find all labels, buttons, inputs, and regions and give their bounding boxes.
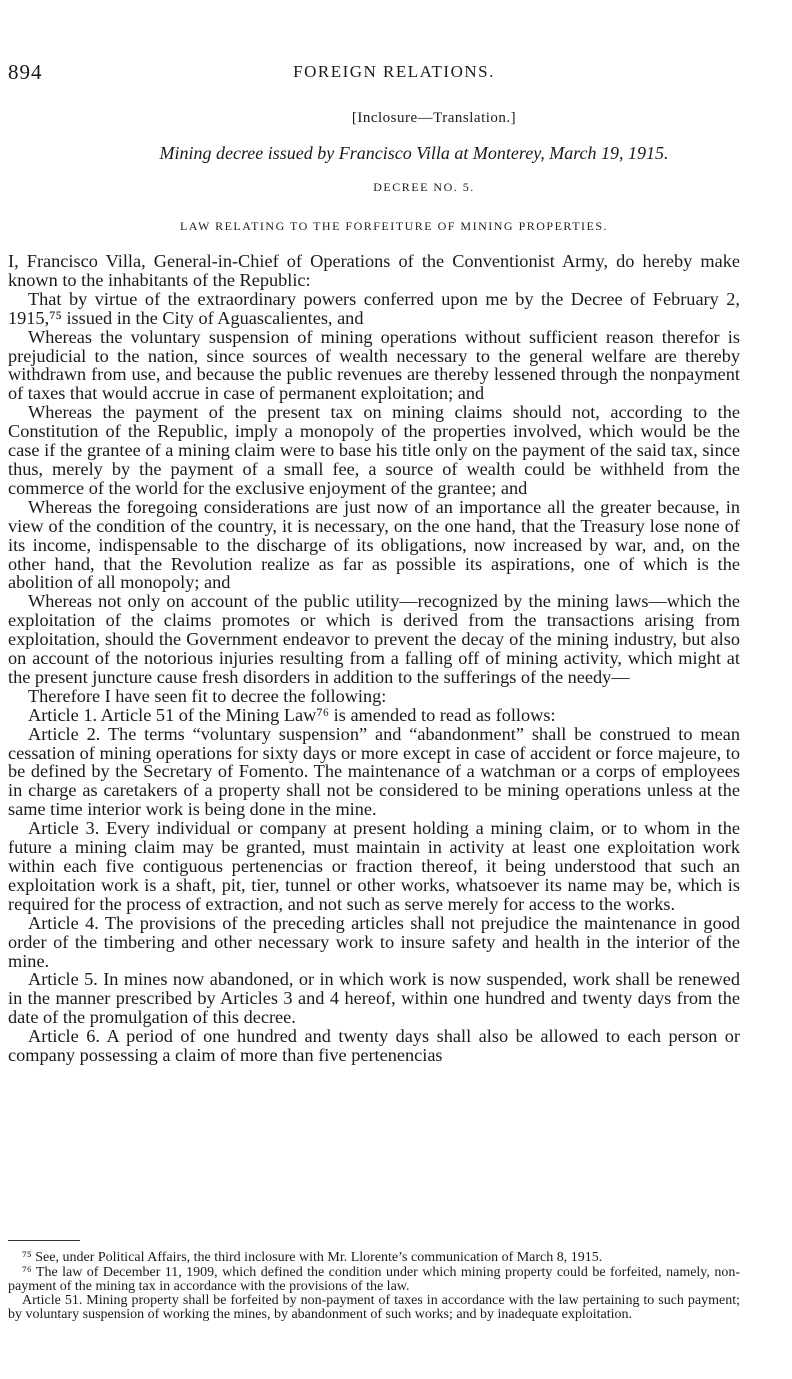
footnote-76: ⁷⁶ The law of December 11, 1909, which defined the condition under which mining property could be forfeited, namely, non-payment of the mining tax in accordance with the provisions of the law. [8,1264,740,1294]
page-header [8,60,740,90]
decree-number: DECREE NO. 5. [373,180,475,194]
law-title: LAW RELATING TO THE FORFEITURE OF MINING PROPERTIES. [179,219,609,233]
paragraph: Article 4. The provisions of the preceding articles shall not prejudice the maintenance in good order of the timbering and other necessary work to insure safety and health in the interior of the mine. [8,912,740,971]
inclosure-note: [Inclosure—Translation.] [351,110,517,126]
paragraph: I, Francisco Villa, General-in-Chief of Operations of the Conventionist Army, do hereby make known to the inhabitants of the Republic: [8,251,740,290]
paragraph: Whereas the foregoing considerations are just now of an importance all the greater because, in view of the condition of the country, it is necessary, on the one hand, that the Treasury lose none of its income, indispensable to the discharge of its obligations, now increased by war, and, on the other hand, that the Revolution realize as far as possible its aspirations, one of which is the abolition of all monopoly; and [8,496,740,593]
footnote-article-51: Article 51. Mining property shall be forfeited by non-payment of taxes in accordance with the law pertaining to such payment; by voluntary suspension of working the mines, by abandonment of such works; and by inadequate exploitation. [8,1293,740,1323]
paragraph: Article 3. Every individual or company at present holding a mining claim, or to whom in the future a mining claim may be granted, must maintain in activity at least one exploitation work within each five contiguous pertenencias or fraction thereof, it being understood that such an exploitation work is a shaft, pit, tier, tunnel or other works, whatsoever its name may be, which is required for the process of extraction, and not such as serve merely for access to the works. [8,818,740,914]
paragraph: Therefore I have seen fit to decree the following: [28,685,387,706]
document-page [8,60,740,1065]
footnotes [8,1240,740,1323]
paragraph: Article 2. The terms “voluntary suspension” and “abandonment” shall be construed to mean cessation of mining operations for sixty days or more except in case of accident or force majeure, to be defined by the Secretary of Fomento. The maintenance of a watchman or a corps of employees in charge as caretakers of a property shall not be considered to be mining operations unless at the same time interior work is being done in the mine. [8,723,740,820]
body-text [8,252,740,1065]
page-number: 894 [8,60,43,84]
footnote-75: ⁷⁵ See, under Political Affairs, the third inclosure with Mr. Llorente’s communication of March 8, 1915. [22,1250,603,1265]
footnote-rule [8,1240,80,1241]
paragraph: Article 1. Article 51 of the Mining Law⁷⁶ is amended to read as follows: [28,704,556,725]
paragraph: Whereas the voluntary suspension of mining operations without sufficient reason therefor is prejudicial to the nation, since sources of wealth necessary to the general welfare are thereby withdrawn from use, and because the public revenues are thereby lessened through the nonpayment of taxes that would accrue in case of permanent exploitation; and [8,326,740,404]
paragraph: Whereas not only on account of the public utility—recognized by the mining laws—which the exploitation of the claims promotes or which is derived from the transactions arising from exploitation, should the Government endeavor to prevent the decay of the mining industry, but also on account of the notorious injuries resulting from a falling off of mining activity, which might at the present juncture cause fresh disorders in addition to the sufferings of the needy— [8,591,740,687]
paragraph: Article 5. In mines now abandoned, or in which work is now suspended, work shall be renewed in the manner prescribed by Articles 3 and 4 hereof, within one hundred and twenty days from the date of the promulgation of this decree. [8,969,740,1028]
running-head: FOREIGN RELATIONS. [293,62,495,81]
paragraph: Article 6. A period of one hundred and twenty days shall also be allowed to each person or company possessing a claim of more than five pertenencias [8,1026,740,1066]
paragraph: Whereas the payment of the present tax on mining claims should not, according to the Constitution of the Republic, imply a monopoly of the properties involved, which would be the case if the grantee of a mining claim were to base his title only on the payment of the said tax, since thus, merely by the payment of a small fee, a source of wealth could be withheld from the commerce of the world for the exclusive enjoyment of the grantee; and [8,402,740,498]
document-title: Mining decree issued by Francisco Villa at Monterey, March 19, 1915. [159,143,669,163]
paragraph: That by virtue of the extraordinary powers conferred upon me by the Decree of February 2, 1915,⁷⁵ issued in the City of Aguascalientes, and [8,288,740,328]
